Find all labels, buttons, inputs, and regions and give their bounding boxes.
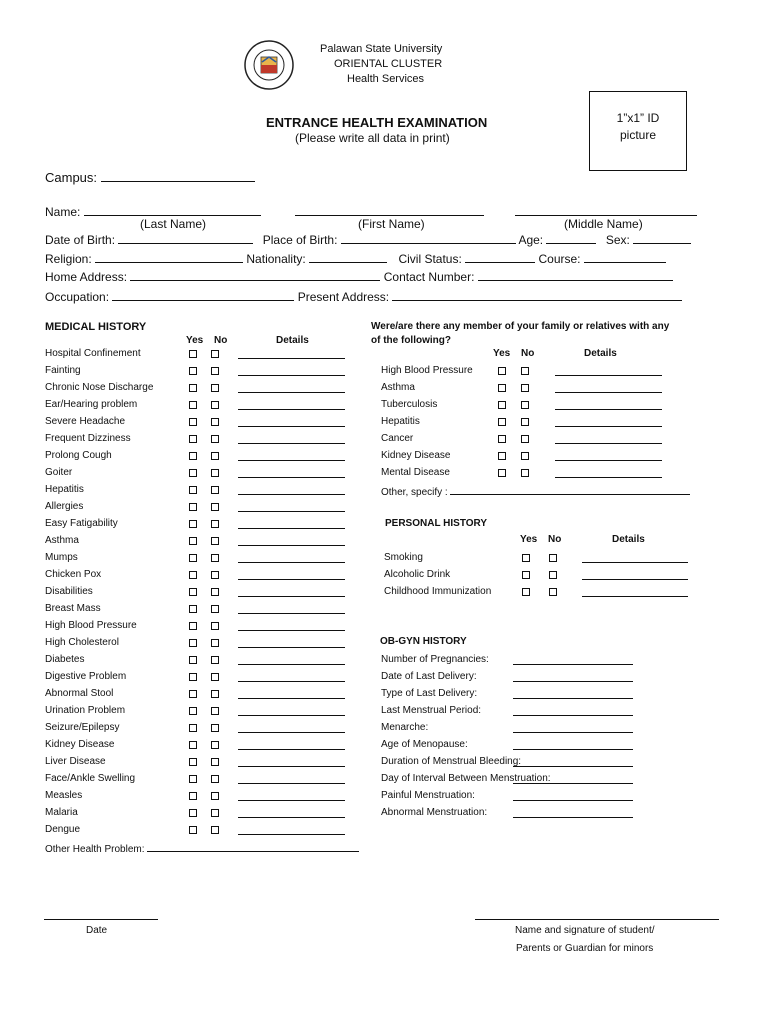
duration-of-menstrual-bleeding-label: Duration of Menstrual Bleeding: xyxy=(381,756,522,767)
personal-yes-header: Yes xyxy=(520,534,538,545)
high-blood-pressure-no-checkbox[interactable] xyxy=(211,622,219,630)
contact-label: Contact Number: xyxy=(383,270,475,284)
high-cholesterol-details-field[interactable] xyxy=(238,647,345,648)
abnormal-stool-yes-checkbox[interactable] xyxy=(189,690,197,698)
last-menstrual-period-details-field[interactable] xyxy=(513,715,633,716)
middle-name-field[interactable] xyxy=(515,203,697,216)
id-picture-size: 1”x1” ID xyxy=(616,111,660,125)
occupation-field[interactable] xyxy=(112,288,294,301)
smoking-details-field[interactable] xyxy=(582,562,688,563)
duration-of-menstrual-bleeding-details-field[interactable] xyxy=(513,766,633,767)
prolong-cough-no-checkbox[interactable] xyxy=(211,452,219,460)
tuberculosis-details-field[interactable] xyxy=(555,409,662,410)
smoking-yes-checkbox[interactable] xyxy=(522,554,530,562)
family-no-header: No xyxy=(521,348,535,359)
high-blood-pressure-yes-checkbox[interactable] xyxy=(189,622,197,630)
nationality-label: Nationality: xyxy=(246,252,306,266)
urination-problem-label: Urination Problem xyxy=(45,705,126,716)
childhood-immunization-yes-checkbox[interactable] xyxy=(522,588,530,596)
dengue-no-checkbox[interactable] xyxy=(211,826,219,834)
hospital-confinement-details-field[interactable] xyxy=(238,358,345,359)
smoking-label: Smoking xyxy=(384,552,423,563)
high-blood-pressure-yes-checkbox[interactable] xyxy=(498,367,506,375)
severe-headache-label: Severe Headache xyxy=(45,416,126,427)
fainting-label: Fainting xyxy=(45,365,81,376)
religion-field[interactable] xyxy=(95,250,243,263)
medical-details-header: Details xyxy=(276,335,309,346)
alcoholic-drink-no-checkbox[interactable] xyxy=(549,571,557,579)
chicken-pox-details-field[interactable] xyxy=(238,579,345,580)
ear-hearing-problem-label: Ear/Hearing problem xyxy=(45,399,138,410)
nationality-field[interactable] xyxy=(309,250,387,263)
face-ankle-swelling-label: Face/Ankle Swelling xyxy=(45,773,136,784)
kidney-disease-no-checkbox[interactable] xyxy=(521,452,529,460)
hepatitis-label: Hepatitis xyxy=(45,484,84,495)
painful-menstruation-label: Painful Menstruation: xyxy=(381,790,475,801)
alcoholic-drink-label: Alcoholic Drink xyxy=(384,569,451,580)
medical-history-title: MEDICAL HISTORY xyxy=(45,321,147,333)
asthma-label: Asthma xyxy=(381,382,415,393)
malaria-details-field[interactable] xyxy=(238,817,345,818)
easy-fatigability-details-field[interactable] xyxy=(238,528,345,529)
menarche-details-field[interactable] xyxy=(513,732,633,733)
easy-fatigability-yes-checkbox[interactable] xyxy=(189,520,197,528)
sex-label: Sex: xyxy=(605,233,630,247)
hepatitis-label: Hepatitis xyxy=(381,416,420,427)
kidney-disease-no-checkbox[interactable] xyxy=(211,741,219,749)
asthma-details-field[interactable] xyxy=(555,392,662,393)
kidney-disease-yes-checkbox[interactable] xyxy=(498,452,506,460)
digestive-problem-yes-checkbox[interactable] xyxy=(189,673,197,681)
severe-headache-yes-checkbox[interactable] xyxy=(189,418,197,426)
type-of-last-delivery-label: Type of Last Delivery: xyxy=(381,688,478,699)
liver-disease-yes-checkbox[interactable] xyxy=(189,758,197,766)
face-ankle-swelling-yes-checkbox[interactable] xyxy=(189,775,197,783)
hospital-confinement-no-checkbox[interactable] xyxy=(211,350,219,358)
childhood-immunization-details-field[interactable] xyxy=(582,596,688,597)
chronic-nose-discharge-yes-checkbox[interactable] xyxy=(189,384,197,392)
liver-disease-details-field[interactable] xyxy=(238,766,345,767)
date-label: Date xyxy=(86,925,108,936)
cluster-name: ORIENTAL CLUSTER xyxy=(334,58,443,70)
kidney-disease-label: Kidney Disease xyxy=(381,450,451,461)
breast-mass-details-field[interactable] xyxy=(238,613,345,614)
date-of-last-delivery-label: Date of Last Delivery: xyxy=(381,671,477,682)
alcoholic-drink-details-field[interactable] xyxy=(582,579,688,580)
high-blood-pressure-details-field[interactable] xyxy=(555,375,662,376)
diabetes-yes-checkbox[interactable] xyxy=(189,656,197,664)
office-name: Health Services xyxy=(347,73,425,85)
sex-field[interactable] xyxy=(633,231,691,244)
seizure-epilepsy-no-checkbox[interactable] xyxy=(211,724,219,732)
breast-mass-yes-checkbox[interactable] xyxy=(189,605,197,613)
disabilities-details-field[interactable] xyxy=(238,596,345,597)
cancer-no-checkbox[interactable] xyxy=(521,435,529,443)
liver-disease-no-checkbox[interactable] xyxy=(211,758,219,766)
childhood-immunization-no-checkbox[interactable] xyxy=(549,588,557,596)
present-address-label: Present Address: xyxy=(297,290,390,304)
day-of-interval-between-menstruation-label: Day of Interval Between Menstruation: xyxy=(381,773,551,784)
personal-details-header: Details xyxy=(612,534,645,545)
middle-name-caption: (Middle Name) xyxy=(564,217,643,231)
mental-disease-yes-checkbox[interactable] xyxy=(498,469,506,477)
urination-problem-details-field[interactable] xyxy=(238,715,345,716)
cancer-details-field[interactable] xyxy=(555,443,662,444)
family-other-label: Other, specify : xyxy=(381,487,448,498)
asthma-no-checkbox[interactable] xyxy=(211,537,219,545)
hepatitis-details-field[interactable] xyxy=(238,494,345,495)
high-blood-pressure-label: High Blood Pressure xyxy=(45,620,137,631)
easy-fatigability-no-checkbox[interactable] xyxy=(211,520,219,528)
mumps-yes-checkbox[interactable] xyxy=(189,554,197,562)
measles-details-field[interactable] xyxy=(238,800,345,801)
diabetes-details-field[interactable] xyxy=(238,664,345,665)
menarche-label: Menarche: xyxy=(381,722,429,733)
goiter-no-checkbox[interactable] xyxy=(211,469,219,477)
present-address-field[interactable] xyxy=(392,288,682,301)
liver-disease-label: Liver Disease xyxy=(45,756,106,767)
ear-hearing-problem-no-checkbox[interactable] xyxy=(211,401,219,409)
chicken-pox-no-checkbox[interactable] xyxy=(211,571,219,579)
measles-no-checkbox[interactable] xyxy=(211,792,219,800)
frequent-dizziness-yes-checkbox[interactable] xyxy=(189,435,197,443)
dengue-details-field[interactable] xyxy=(238,834,345,835)
occupation-label: Occupation: xyxy=(45,290,110,304)
hepatitis-yes-checkbox[interactable] xyxy=(189,486,197,494)
chicken-pox-label: Chicken Pox xyxy=(45,569,102,580)
cancer-yes-checkbox[interactable] xyxy=(498,435,506,443)
family-history-question: Were/are there any member of your family or relatives with any xyxy=(371,321,670,332)
age-of-menopause-label: Age of Menopause: xyxy=(381,739,468,750)
ear-hearing-problem-details-field[interactable] xyxy=(238,409,345,410)
disabilities-no-checkbox[interactable] xyxy=(211,588,219,596)
ear-hearing-problem-yes-checkbox[interactable] xyxy=(189,401,197,409)
kidney-disease-details-field[interactable] xyxy=(555,460,662,461)
fainting-details-field[interactable] xyxy=(238,375,345,376)
pob-label: Place of Birth: xyxy=(262,233,338,247)
first-name-caption: (First Name) xyxy=(358,217,425,231)
hospital-confinement-yes-checkbox[interactable] xyxy=(189,350,197,358)
civil-status-field[interactable] xyxy=(465,250,535,263)
number-of-pregnancies-label: Number of Pregnancies: xyxy=(381,654,489,665)
family-other-field[interactable] xyxy=(450,484,690,495)
digestive-problem-no-checkbox[interactable] xyxy=(211,673,219,681)
frequent-dizziness-no-checkbox[interactable] xyxy=(211,435,219,443)
signature-label-cont: Parents or Guardian for minors xyxy=(516,943,654,954)
first-name-field[interactable] xyxy=(295,203,484,216)
asthma-no-checkbox[interactable] xyxy=(521,384,529,392)
kidney-disease-label: Kidney Disease xyxy=(45,739,115,750)
home-address-label: Home Address: xyxy=(45,270,128,284)
personal-no-header: No xyxy=(548,534,562,545)
university-seal xyxy=(238,40,300,90)
seizure-epilepsy-label: Seizure/Epilepsy xyxy=(45,722,120,733)
alcoholic-drink-yes-checkbox[interactable] xyxy=(522,571,530,579)
seizure-epilepsy-details-field[interactable] xyxy=(238,732,345,733)
allergies-yes-checkbox[interactable] xyxy=(189,503,197,511)
malaria-yes-checkbox[interactable] xyxy=(189,809,197,817)
mumps-no-checkbox[interactable] xyxy=(211,554,219,562)
seizure-epilepsy-yes-checkbox[interactable] xyxy=(189,724,197,732)
cancer-label: Cancer xyxy=(381,433,414,444)
mental-disease-no-checkbox[interactable] xyxy=(521,469,529,477)
name-label: Name: xyxy=(45,205,81,219)
form-title: ENTRANCE HEALTH EXAMINATION xyxy=(266,115,488,130)
signature-field[interactable] xyxy=(475,907,719,920)
digestive-problem-label: Digestive Problem xyxy=(45,671,127,682)
chronic-nose-discharge-details-field[interactable] xyxy=(238,392,345,393)
id-picture-box xyxy=(589,91,687,171)
high-blood-pressure-label: High Blood Pressure xyxy=(381,365,473,376)
abnormal-stool-label: Abnormal Stool xyxy=(45,688,114,699)
asthma-yes-checkbox[interactable] xyxy=(498,384,506,392)
mental-disease-details-field[interactable] xyxy=(555,477,662,478)
diabetes-label: Diabetes xyxy=(45,654,85,665)
prolong-cough-yes-checkbox[interactable] xyxy=(189,452,197,460)
severe-headache-no-checkbox[interactable] xyxy=(211,418,219,426)
last-name-caption: (Last Name) xyxy=(140,217,207,231)
university-name: Palawan State University xyxy=(320,43,443,55)
prolong-cough-details-field[interactable] xyxy=(238,460,345,461)
high-blood-pressure-details-field[interactable] xyxy=(238,630,345,631)
age-label: Age: xyxy=(518,233,544,247)
campus-field[interactable] xyxy=(101,169,255,182)
signature-label: Name and signature of student/ xyxy=(515,925,655,936)
dengue-yes-checkbox[interactable] xyxy=(189,826,197,834)
face-ankle-swelling-no-checkbox[interactable] xyxy=(211,775,219,783)
face-ankle-swelling-details-field[interactable] xyxy=(238,783,345,784)
measles-yes-checkbox[interactable] xyxy=(189,792,197,800)
religion-label: Religion: xyxy=(45,252,92,266)
other-health-problem-label: Other Health Problem: xyxy=(45,844,145,855)
pob-field[interactable] xyxy=(341,231,516,244)
chronic-nose-discharge-label: Chronic Nose Discharge xyxy=(45,382,154,393)
high-cholesterol-no-checkbox[interactable] xyxy=(211,639,219,647)
age-of-menopause-details-field[interactable] xyxy=(513,749,633,750)
chicken-pox-yes-checkbox[interactable] xyxy=(189,571,197,579)
allergies-details-field[interactable] xyxy=(238,511,345,512)
home-address-field[interactable] xyxy=(130,268,380,281)
obgyn-history-title: OB-GYN HISTORY xyxy=(380,636,467,647)
course-label: Course: xyxy=(538,252,581,266)
abnormal-menstruation-label: Abnormal Menstruation: xyxy=(381,807,488,818)
fainting-no-checkbox[interactable] xyxy=(211,367,219,375)
hospital-confinement-label: Hospital Confinement xyxy=(45,348,141,359)
type-of-last-delivery-details-field[interactable] xyxy=(513,698,633,699)
kidney-disease-yes-checkbox[interactable] xyxy=(189,741,197,749)
course-field[interactable] xyxy=(584,250,666,263)
family-details-header: Details xyxy=(584,348,617,359)
dob-label: Date of Birth: xyxy=(45,233,116,247)
urination-problem-no-checkbox[interactable] xyxy=(211,707,219,715)
number-of-pregnancies-details-field[interactable] xyxy=(513,664,633,665)
disabilities-yes-checkbox[interactable] xyxy=(189,588,197,596)
medical-no-header: No xyxy=(214,335,228,346)
family-history-question-cont: of the following? xyxy=(371,335,451,346)
goiter-yes-checkbox[interactable] xyxy=(189,469,197,477)
id-picture-label: picture xyxy=(619,128,657,142)
high-blood-pressure-no-checkbox[interactable] xyxy=(521,367,529,375)
hepatitis-no-checkbox[interactable] xyxy=(521,418,529,426)
asthma-yes-checkbox[interactable] xyxy=(189,537,197,545)
goiter-label: Goiter xyxy=(45,467,73,478)
kidney-disease-details-field[interactable] xyxy=(238,749,345,750)
malaria-no-checkbox[interactable] xyxy=(211,809,219,817)
frequent-dizziness-label: Frequent Dizziness xyxy=(45,433,131,444)
hepatitis-yes-checkbox[interactable] xyxy=(498,418,506,426)
chronic-nose-discharge-no-checkbox[interactable] xyxy=(211,384,219,392)
dengue-label: Dengue xyxy=(45,824,81,835)
prolong-cough-label: Prolong Cough xyxy=(45,450,112,461)
allergies-label: Allergies xyxy=(45,501,84,512)
family-yes-header: Yes xyxy=(493,348,511,359)
medical-yes-header: Yes xyxy=(186,335,204,346)
mumps-details-field[interactable] xyxy=(238,562,345,563)
last-name-field[interactable] xyxy=(84,203,261,216)
date-field[interactable] xyxy=(44,907,158,920)
breast-mass-label: Breast Mass xyxy=(45,603,101,614)
painful-menstruation-details-field[interactable] xyxy=(513,800,633,801)
mumps-label: Mumps xyxy=(45,552,78,563)
abnormal-menstruation-details-field[interactable] xyxy=(513,817,633,818)
childhood-immunization-label: Childhood Immunization xyxy=(384,586,492,597)
abnormal-stool-no-checkbox[interactable] xyxy=(211,690,219,698)
asthma-label: Asthma xyxy=(45,535,79,546)
breast-mass-no-checkbox[interactable] xyxy=(211,605,219,613)
abnormal-stool-details-field[interactable] xyxy=(238,698,345,699)
high-cholesterol-label: High Cholesterol xyxy=(45,637,119,648)
hepatitis-details-field[interactable] xyxy=(555,426,662,427)
digestive-problem-details-field[interactable] xyxy=(238,681,345,682)
date-of-last-delivery-details-field[interactable] xyxy=(513,681,633,682)
high-cholesterol-yes-checkbox[interactable] xyxy=(189,639,197,647)
malaria-label: Malaria xyxy=(45,807,78,818)
severe-headache-details-field[interactable] xyxy=(238,426,345,427)
last-menstrual-period-label: Last Menstrual Period: xyxy=(381,705,482,716)
age-field[interactable] xyxy=(546,231,596,244)
mental-disease-label: Mental Disease xyxy=(381,467,450,478)
smoking-no-checkbox[interactable] xyxy=(549,554,557,562)
disabilities-label: Disabilities xyxy=(45,586,93,597)
form-subtitle: (Please write all data in print) xyxy=(295,131,450,145)
measles-label: Measles xyxy=(45,790,83,801)
tuberculosis-label: Tuberculosis xyxy=(381,399,438,410)
personal-history-title: PERSONAL HISTORY xyxy=(385,518,488,529)
civil-status-label: Civil Status: xyxy=(398,252,462,266)
tuberculosis-yes-checkbox[interactable] xyxy=(498,401,506,409)
other-health-problem-field[interactable] xyxy=(147,841,359,852)
frequent-dizziness-details-field[interactable] xyxy=(238,443,345,444)
day-of-interval-between-menstruation-details-field[interactable] xyxy=(513,783,633,784)
dob-field[interactable] xyxy=(118,231,253,244)
hepatitis-no-checkbox[interactable] xyxy=(211,486,219,494)
campus-label: Campus: xyxy=(45,170,98,185)
goiter-details-field[interactable] xyxy=(238,477,345,478)
diabetes-no-checkbox[interactable] xyxy=(211,656,219,664)
tuberculosis-no-checkbox[interactable] xyxy=(521,401,529,409)
asthma-details-field[interactable] xyxy=(238,545,345,546)
allergies-no-checkbox[interactable] xyxy=(211,503,219,511)
urination-problem-yes-checkbox[interactable] xyxy=(189,707,197,715)
fainting-yes-checkbox[interactable] xyxy=(189,367,197,375)
contact-field[interactable] xyxy=(478,268,673,281)
easy-fatigability-label: Easy Fatigability xyxy=(45,518,118,529)
